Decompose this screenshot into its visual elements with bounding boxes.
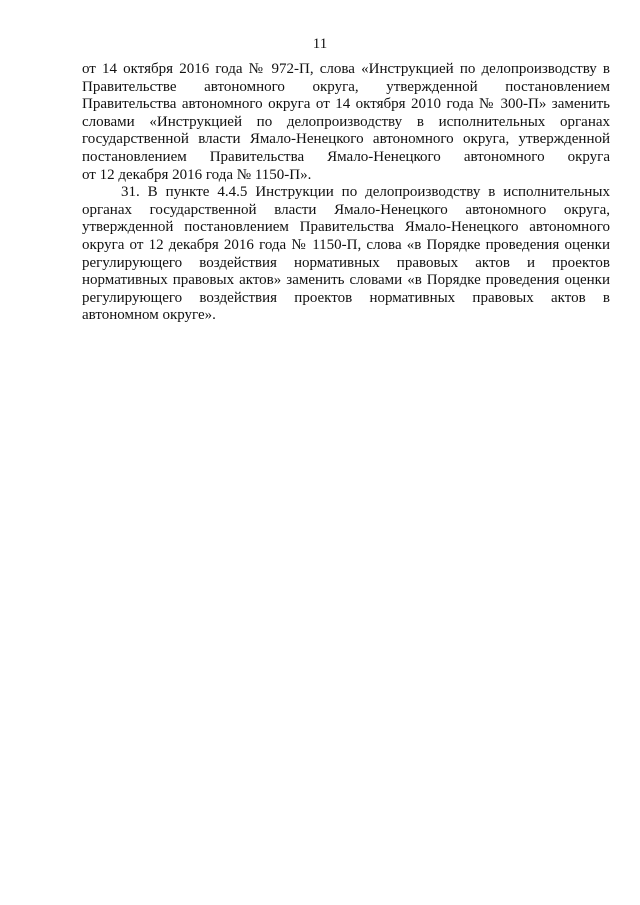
text-line: округа от 12 декабря 2016 года № 1150-П, слова «в Порядке проведения оценки (82, 236, 610, 253)
text-line: словами «Инструкцией по делопроизводству в исполнительных органах (82, 113, 610, 130)
paragraph-2 (82, 184, 610, 325)
text-line: 31. В пункте 4.4.5 Инструкции по делопроизводству в исполнительных (121, 184, 610, 201)
text-line: регулирующего воздействия нормативных правовых актов и проектов (82, 254, 610, 271)
document-body (82, 61, 610, 325)
text-line: утвержденной постановлением Правительства Ямало-Ненецкого автономного (82, 219, 610, 236)
text-line: от 12 декабря 2016 года № 1150-П». (82, 166, 312, 183)
text-line: от 14 октября 2016 года № 972-П, слова «Инструкцией по делопроизводству в (82, 61, 610, 77)
text-line: государственной власти Ямало-Ненецкого автономного округа, утвержденной (82, 131, 610, 148)
text-line: регулирующего воздействия проектов нормативных правовых актов в (82, 289, 610, 306)
text-line: постановлением Правительства Ямало-Ненецкого автономного округа (82, 148, 610, 165)
text-line: нормативных правовых актов» заменить словами «в Порядке проведения оценки (82, 272, 610, 289)
paragraph-1 (82, 61, 610, 184)
page-number: 11 (312, 36, 328, 52)
text-line: Правительстве автономного округа, утвержденной постановлением (82, 78, 610, 95)
text-line: органах государственной власти Ямало-Ненецкого автономного округа, (82, 201, 610, 218)
text-line: Правительства автономного округа от 14 октября 2010 года № 300-П» заменить (82, 96, 610, 113)
text-line: автономном округе». (82, 307, 216, 324)
